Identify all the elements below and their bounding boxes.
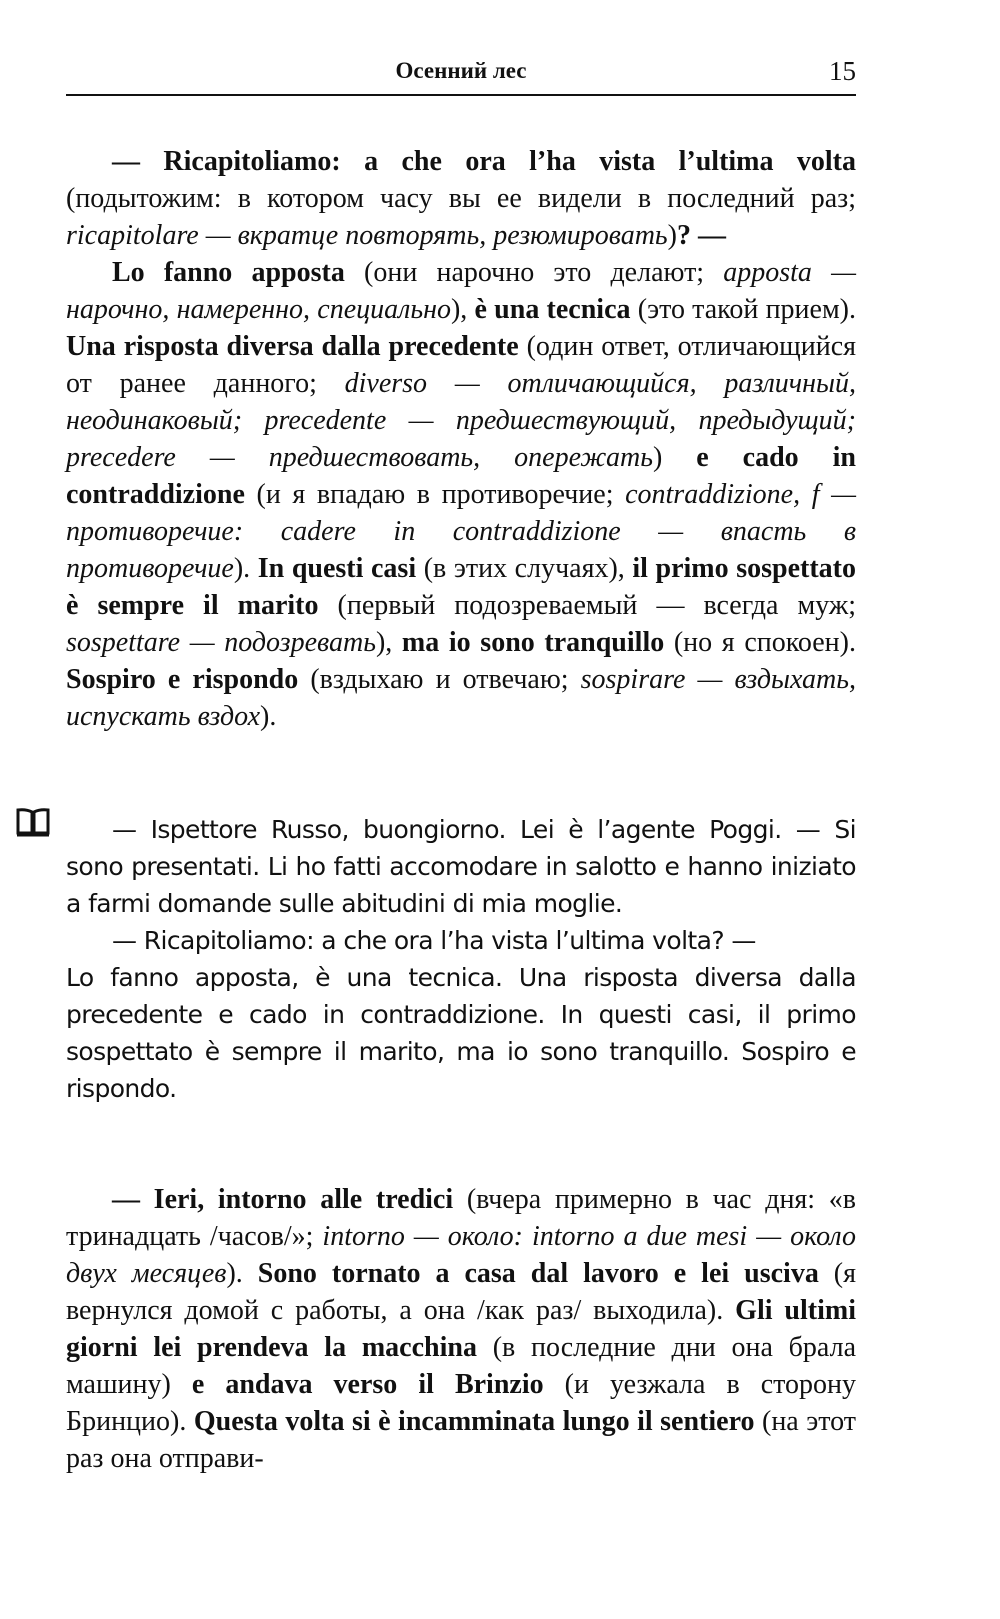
page-number: 15 xyxy=(829,56,856,86)
text-run: (они нарочно это делают; xyxy=(344,257,724,288)
bold-text-run: Sospiro e rispondo xyxy=(66,664,299,695)
paragraph xyxy=(66,254,856,735)
text-run: (это такой прием). xyxy=(630,294,857,325)
text-run: (подытожим: в котором часу вы ее видели в последний раз; xyxy=(66,183,856,214)
text-run: ). xyxy=(260,701,277,732)
bold-text-run: il primo sospettato è sempre il marito xyxy=(66,553,856,621)
paragraph: Lo fanno apposta, è una tecnica. Una risposta diversa dalla precedente e cado in contraddizione. In questi casi, il primo sospettato è sempre il marito, ma io sono tranquillo. Sospiro e rispondo. xyxy=(66,963,856,1103)
bold-text-run: Gli ultimi giorni lei prendeva la macchina xyxy=(66,1295,856,1363)
bold-text-run: Una risposta diversa dalla precedente xyxy=(66,331,519,362)
text-run: ). xyxy=(226,1258,258,1289)
bold-text-run: — Ricapitoliamo: a che ora l’ha vista l’ultima volta xyxy=(112,146,856,177)
open-book-icon xyxy=(16,807,50,837)
italic-text-run: sospirare — вздыхать, испускать вздох xyxy=(66,664,856,732)
text-run: (в этих случаях), xyxy=(416,553,633,584)
bold-text-run: e andava verso il Brinzio xyxy=(191,1369,544,1400)
paragraph xyxy=(66,143,856,254)
text-run: (я вернулся домой с работы, а она /как раз/ выходила). xyxy=(66,1258,857,1326)
text-run: (вчера примерно в час дня: «в тринадцать /часов/»; xyxy=(66,1184,856,1252)
italic-text-run: sospettare — подозревать xyxy=(66,627,376,658)
text-run: (и я впадаю в противоречие; xyxy=(244,479,626,510)
text-run: (и уезжала в сторону Бринцио). xyxy=(66,1369,856,1437)
italic-text-run: contraddizione, f — противоречие: cadere in contraddizione — впасть в противоречие xyxy=(66,479,856,584)
text-run: (в последние дни она брала машину) xyxy=(66,1332,857,1400)
text-run: ) xyxy=(652,442,697,473)
paragraph xyxy=(66,1181,856,1477)
text-run: (один ответ, отличающийся от ранее данного; xyxy=(66,331,857,399)
chapter-title: Осенний лес xyxy=(395,58,527,83)
annotated-text-block-1 xyxy=(66,143,856,735)
bold-text-run: ? — xyxy=(677,220,726,251)
text-run: ) xyxy=(667,220,677,251)
bold-text-run: — Ieri, intorno alle tredici xyxy=(112,1184,454,1215)
italic-text-run: diverso — отличающийся, различный, неодинаковый; precedente — предшествующий, предыдущий; precedere — предшествовать, опережать xyxy=(66,368,856,473)
bold-text-run: Lo fanno apposta xyxy=(112,257,345,288)
italic-text-run: intorno — около: intorno a due mesi — около двух месяцев xyxy=(66,1221,856,1289)
italic-text-run: apposta — нарочно, намеренно, специально xyxy=(66,257,856,325)
text-run: (вздыхаю и отвечаю; xyxy=(298,664,581,695)
paragraph: — Ispettore Russo, buongiorno. Lei è l’agente Poggi. — Si sono presentati. Li ho fatti accomodare in salotto e hanno iniziato a farmi domande sulle abitudini di mia moglie. xyxy=(66,815,856,918)
bold-text-run: In questi casi xyxy=(257,553,417,584)
bold-text-run: e cado in contraddizione xyxy=(66,442,857,510)
annotated-text-block-2 xyxy=(66,1181,856,1477)
bold-text-run: Sono tornato a casa dal lavoro e lei usciva xyxy=(257,1258,819,1289)
bold-text-run: è una tecnica xyxy=(474,294,631,325)
text-run: ). xyxy=(233,553,258,584)
text-run: (на этот раз она отправи- xyxy=(66,1406,856,1474)
bold-text-run: ma io sono tranquillo xyxy=(401,627,665,658)
paragraph: — Ricapitoliamo: a che ora l’ha vista l’ultima volta? — xyxy=(112,926,756,955)
italic-text-run: ricapitolare — вкратце повторять, резюмировать xyxy=(66,220,668,251)
text-run: (но я спокоен). xyxy=(664,627,856,658)
running-header xyxy=(66,54,856,96)
text-run: ), xyxy=(450,294,475,325)
bold-text-run: Questa volta si è incamminata lungo il sentiero xyxy=(193,1406,755,1437)
text-run: (первый подозреваемый — всегда муж; xyxy=(318,590,856,621)
text-run: ), xyxy=(375,627,402,658)
original-text-block xyxy=(66,811,856,1107)
